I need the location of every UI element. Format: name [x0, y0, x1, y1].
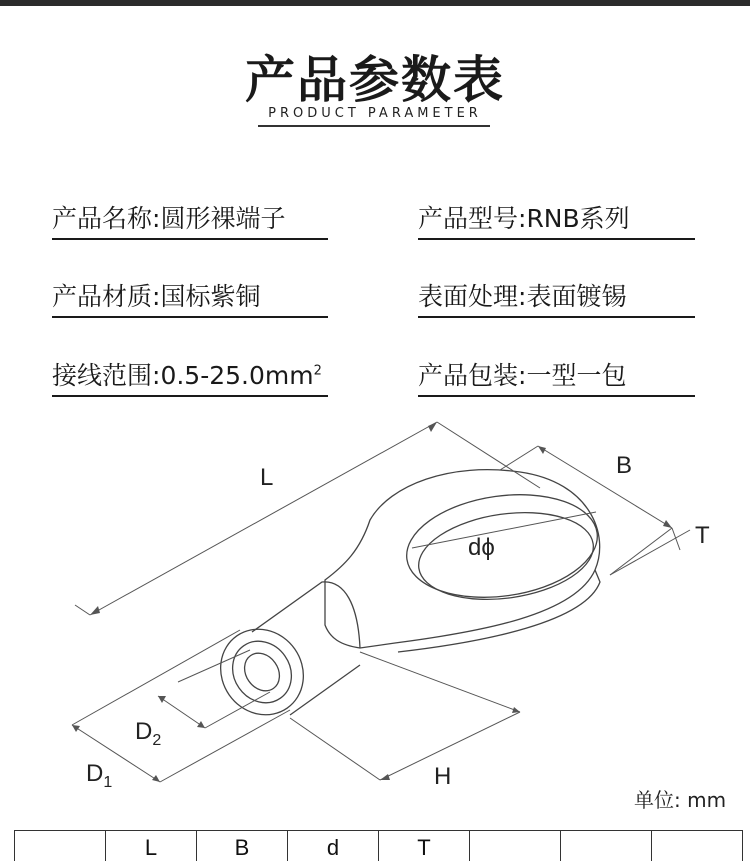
spec-value: 表面镀锡 — [526, 282, 627, 311]
table-header-cell — [15, 831, 106, 861]
spec-value: 一型一包 — [526, 361, 627, 390]
table-header-cell: d — [288, 831, 379, 861]
spec-wire-range — [52, 357, 328, 397]
subtitle-divider — [258, 125, 490, 127]
table-header-cell: B — [197, 831, 288, 861]
dim-label-d: dϕ — [468, 534, 495, 561]
parameter-table-header — [14, 830, 743, 861]
page-title: 产品参数表 — [245, 51, 505, 109]
dim-label-d1-main: D — [86, 760, 104, 787]
table-header-cell: L — [106, 831, 197, 861]
spec-superscript: 2 — [313, 363, 322, 379]
spec-label: 产品包装: — [418, 361, 527, 390]
dim-label-d1-sub: 1 — [103, 773, 113, 791]
spec-value: 国标紫铜 — [160, 282, 261, 311]
spec-surface-treatment — [418, 278, 695, 318]
spec-value: 圆形裸端子 — [160, 204, 286, 233]
dim-label-l: L — [260, 464, 274, 491]
page-subtitle: PRODUCT PARAMETER — [268, 106, 482, 121]
spec-value: 0.5-25.0mm — [160, 361, 314, 390]
table-header-cell — [652, 831, 743, 861]
spec-label: 产品材质: — [52, 282, 161, 311]
ring-terminal-drawing — [0, 400, 750, 820]
spec-product-model — [418, 200, 695, 240]
dim-label-h: H — [434, 763, 452, 790]
spec-label: 接线范围: — [52, 361, 161, 390]
dim-label-d2-main: D — [135, 718, 153, 745]
spec-label: 表面处理: — [418, 282, 527, 311]
table-header-cell — [561, 831, 652, 861]
unit-label: 单位: mm — [634, 788, 727, 812]
dim-label-b: B — [616, 452, 633, 479]
dim-label-t: T — [695, 522, 710, 549]
spec-material — [52, 278, 328, 318]
spec-value: RNB系列 — [526, 204, 630, 233]
ring-terminal-diagram — [0, 400, 750, 820]
dim-label-d2-sub: 2 — [152, 731, 162, 749]
spec-product-name — [52, 200, 328, 240]
dim-label-d2 — [135, 718, 161, 750]
top-bar — [0, 0, 750, 6]
table-header-cell — [470, 831, 561, 861]
spec-label: 产品名称: — [52, 204, 161, 233]
spec-packaging — [418, 357, 695, 397]
spec-label: 产品型号: — [418, 204, 527, 233]
dim-label-d1 — [86, 760, 112, 792]
table-header-cell: T — [379, 831, 470, 861]
